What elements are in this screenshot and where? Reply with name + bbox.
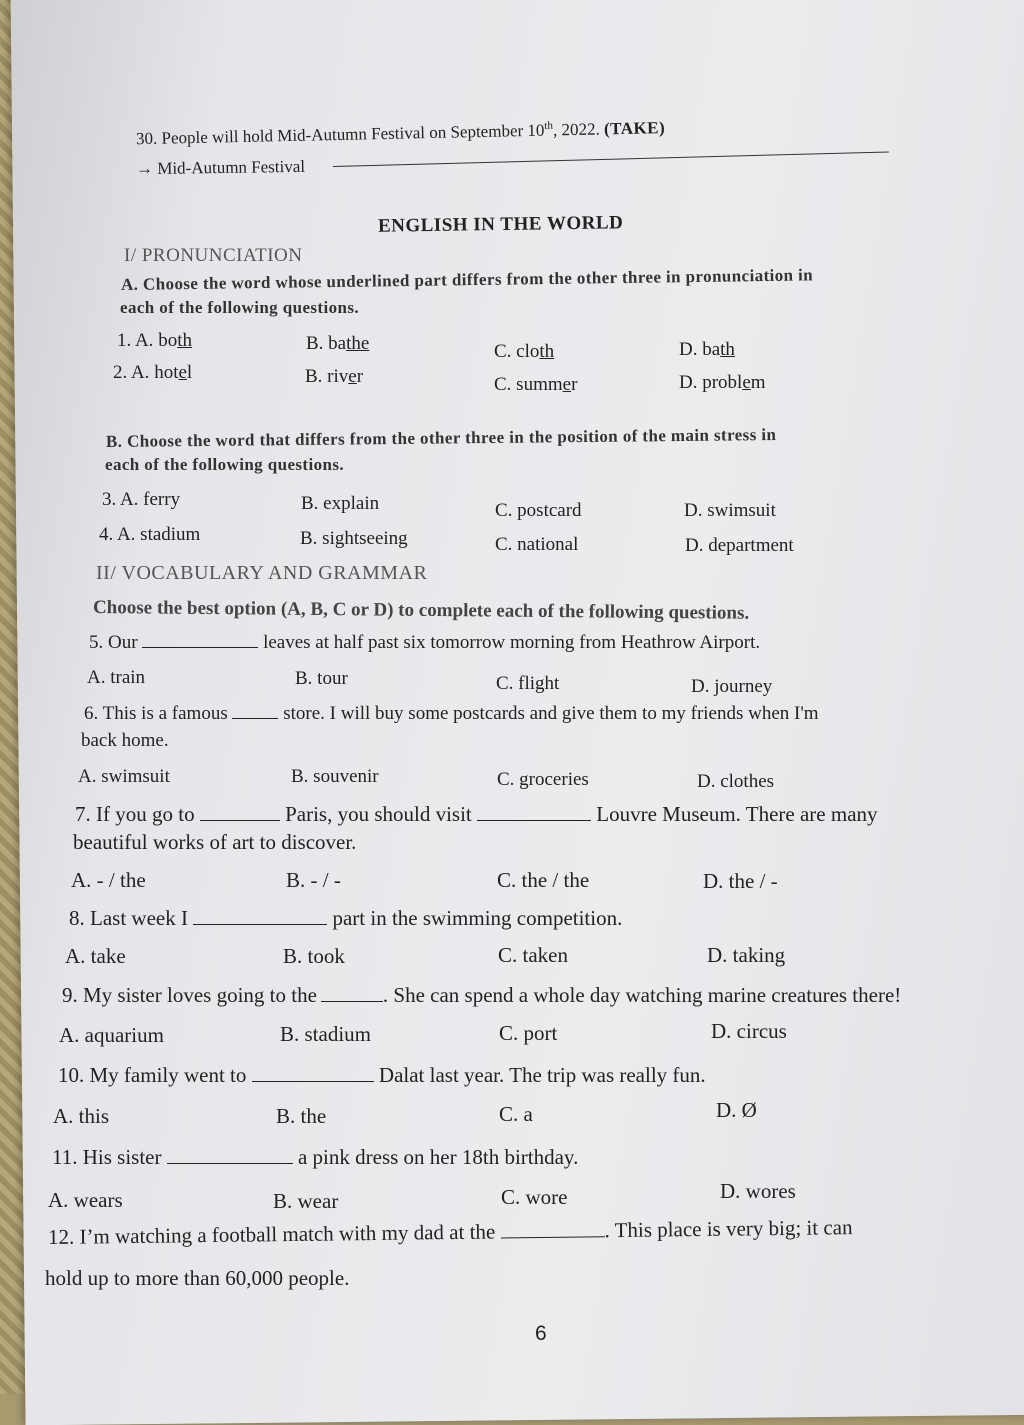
q8-option-a[interactable]: A. take — [65, 944, 126, 968]
q1-b-underlined: the — [346, 333, 370, 354]
q5-option-c[interactable]: C. flight — [496, 673, 560, 694]
section-vocabulary: II/ VOCABULARY AND GRAMMAR — [96, 562, 428, 584]
q8-blank[interactable] — [193, 924, 327, 925]
q7-post: Louvre Museum. There are many — [596, 802, 878, 826]
q2-b-post: r — [356, 366, 364, 387]
q7-option-d[interactable]: D. the / - — [703, 869, 778, 893]
q9-option-d[interactable]: D. circus — [711, 1019, 787, 1043]
q4-option-a[interactable]: 4. A. stadium — [99, 524, 201, 545]
q7-blank-2[interactable] — [477, 820, 591, 821]
q2-option-b[interactable] — [305, 366, 363, 388]
q11-option-a[interactable]: A. wears — [48, 1188, 123, 1212]
q30-tail: , 2022. — [552, 119, 600, 140]
q7-pre: 7. If you go to — [75, 802, 195, 826]
q11-option-b[interactable]: B. wear — [273, 1189, 339, 1213]
q8-option-b[interactable]: B. took — [283, 944, 345, 968]
q1-c-pre: C. clo — [494, 341, 540, 362]
q12-pre: 12. I’m watching a football match with my dad at the — [47, 1219, 496, 1249]
q1-d-pre: D. ba — [679, 339, 721, 360]
q1-a-underlined: th — [177, 330, 192, 351]
q3-option-b[interactable]: B. explain — [301, 493, 380, 514]
q7-option-c[interactable]: C. the / the — [497, 868, 590, 892]
q9-stem — [62, 983, 901, 1008]
q6-blank[interactable] — [232, 718, 278, 719]
q1-option-b[interactable] — [306, 333, 369, 355]
q7-option-b[interactable]: B. - / - — [286, 868, 341, 892]
part-b-instruction-2: each of the following questions. — [105, 455, 345, 474]
q30-rewrite — [136, 157, 305, 179]
q6-stem — [84, 703, 819, 725]
q30-rewrite-start: Mid-Autumn Festival — [157, 156, 306, 178]
q1-option-d[interactable] — [679, 339, 735, 361]
q4-option-b[interactable]: B. sightseeing — [300, 528, 408, 549]
q11-stem — [52, 1145, 578, 1170]
q8-post: part in the swimming competition. — [332, 906, 623, 930]
q9-post: . She can spend a whole day watching marine creatures there! — [382, 983, 902, 1007]
q2-option-c[interactable] — [494, 374, 577, 396]
q10-option-c[interactable]: C. a — [499, 1102, 533, 1126]
q1-a-pre: bo — [158, 330, 178, 351]
q9-option-b[interactable]: B. stadium — [280, 1022, 372, 1046]
q1-c-underlined: th — [539, 341, 555, 362]
q11-blank[interactable] — [167, 1163, 293, 1164]
q1-num: 1. A. — [117, 330, 154, 351]
vocab-instruction: Choose the best option (A, B, C or D) to complete each of the following questions. — [92, 597, 750, 624]
q5-stem — [89, 632, 760, 654]
q1-option-a[interactable] — [117, 330, 192, 352]
q2-d-post: m — [750, 372, 766, 393]
q5-option-a[interactable]: A. train — [87, 667, 146, 688]
q12-stem-cont: hold up to more than 60,000 people. — [45, 1266, 350, 1290]
q10-option-d[interactable]: D. Ø — [716, 1098, 757, 1122]
q6-option-b[interactable]: B. souvenir — [291, 766, 379, 787]
q1-b-pre: B. ba — [306, 333, 347, 354]
q6-stem-cont: back home. — [81, 730, 169, 751]
q6-option-c[interactable]: C. groceries — [497, 769, 589, 790]
q10-option-b[interactable]: B. the — [276, 1104, 327, 1128]
q9-pre: 9. My sister loves going to the — [62, 983, 317, 1007]
part-a-instruction-2: each of the following questions. — [120, 298, 360, 317]
q4-option-d[interactable]: D. department — [685, 535, 794, 556]
q9-blank[interactable] — [321, 1001, 383, 1002]
q7-mid: Paris, you should visit — [285, 802, 472, 826]
q2-a-underlined: e — [178, 362, 187, 383]
q2-d-pre: D. probl — [679, 372, 743, 393]
q3-option-d[interactable]: D. swimsuit — [684, 500, 776, 521]
part-b-instruction-1: B. Choose the word that differs from the other three in the position of the main stress in — [105, 424, 777, 451]
q8-option-d[interactable]: D. taking — [707, 943, 786, 967]
q2-d-underlined: e — [742, 372, 751, 393]
q3-option-c[interactable]: C. postcard — [495, 500, 582, 521]
q6-pre: 6. This is a famous — [84, 703, 228, 724]
q2-option-d[interactable] — [679, 372, 766, 394]
section-pronunciation: I/ PRONUNCIATION — [124, 245, 303, 266]
q7-blank-1[interactable] — [200, 820, 280, 821]
q2-a-pre: hot — [154, 362, 179, 383]
q30-sup: th — [544, 119, 554, 132]
q2-b-underlined: e — [348, 366, 357, 387]
page-number: 6 — [535, 1322, 547, 1345]
q2-c-underlined: e — [562, 374, 572, 395]
q2-num: 2. A. — [113, 362, 150, 383]
q7-option-a[interactable]: A. - / the — [71, 868, 146, 892]
q7-stem-cont: beautiful works of art to discover. — [73, 830, 357, 854]
q7-stem — [75, 802, 878, 827]
q10-post: Dalat last year. The trip was really fun. — [378, 1063, 706, 1087]
q8-stem — [69, 906, 622, 931]
q8-pre: 8. Last week I — [69, 906, 188, 930]
q2-option-a[interactable] — [113, 362, 192, 384]
q11-option-d[interactable]: D. wores — [720, 1179, 796, 1203]
q4-option-c[interactable]: C. national — [495, 534, 579, 555]
q5-option-b[interactable]: B. tour — [295, 668, 348, 689]
q2-a-post: l — [186, 362, 193, 383]
part-a-instruction-1: A. Choose the word whose underlined part differs from the other three in pronunciation in — [120, 265, 814, 294]
q10-pre: 10. My family went to — [58, 1063, 247, 1087]
q6-post: store. I will buy some postcards and give them to my friends when I'm — [283, 703, 819, 724]
q11-pre: 11. His sister — [52, 1145, 162, 1169]
q10-stem — [58, 1063, 706, 1088]
q5-blank[interactable] — [142, 647, 258, 648]
q5-pre: 5. Our — [89, 632, 138, 653]
q6-option-a[interactable]: A. swimsuit — [78, 766, 170, 787]
q11-option-c[interactable]: C. wore — [501, 1185, 568, 1209]
q5-option-d[interactable]: D. journey — [691, 676, 773, 697]
q2-c-post: r — [571, 374, 578, 395]
q12-post: . This place is very big; it can — [604, 1215, 853, 1243]
page-title: ENGLISH IN THE WORLD — [377, 212, 624, 237]
q2-b-pre: B. riv — [305, 366, 349, 387]
q10-option-a[interactable]: A. this — [53, 1104, 110, 1128]
q30-number: 30. — [135, 128, 158, 149]
q10-blank[interactable] — [252, 1081, 374, 1082]
q8-option-c[interactable]: C. taken — [498, 943, 568, 967]
q12-blank[interactable] — [501, 1236, 605, 1238]
q1-option-c[interactable] — [494, 341, 554, 363]
q9-option-a[interactable]: A. aquarium — [59, 1023, 164, 1047]
q11-post: a pink dress on her 18th birthday. — [297, 1145, 579, 1169]
q9-option-c[interactable]: C. port — [499, 1021, 558, 1045]
q5-post: leaves at half past six tomorrow morning from Heathrow Airport. — [263, 632, 761, 653]
q1-d-underlined: th — [720, 339, 735, 360]
q6-option-d[interactable]: D. clothes — [697, 771, 775, 792]
q2-c-pre: C. summ — [494, 374, 563, 395]
q30-keyword: (TAKE) — [603, 118, 666, 139]
arrow-icon: → — [135, 158, 154, 179]
q30-text: People will hold Mid-Autumn Festival on September 10 — [161, 120, 545, 148]
q3-option-a[interactable]: 3. A. ferry — [102, 489, 181, 510]
